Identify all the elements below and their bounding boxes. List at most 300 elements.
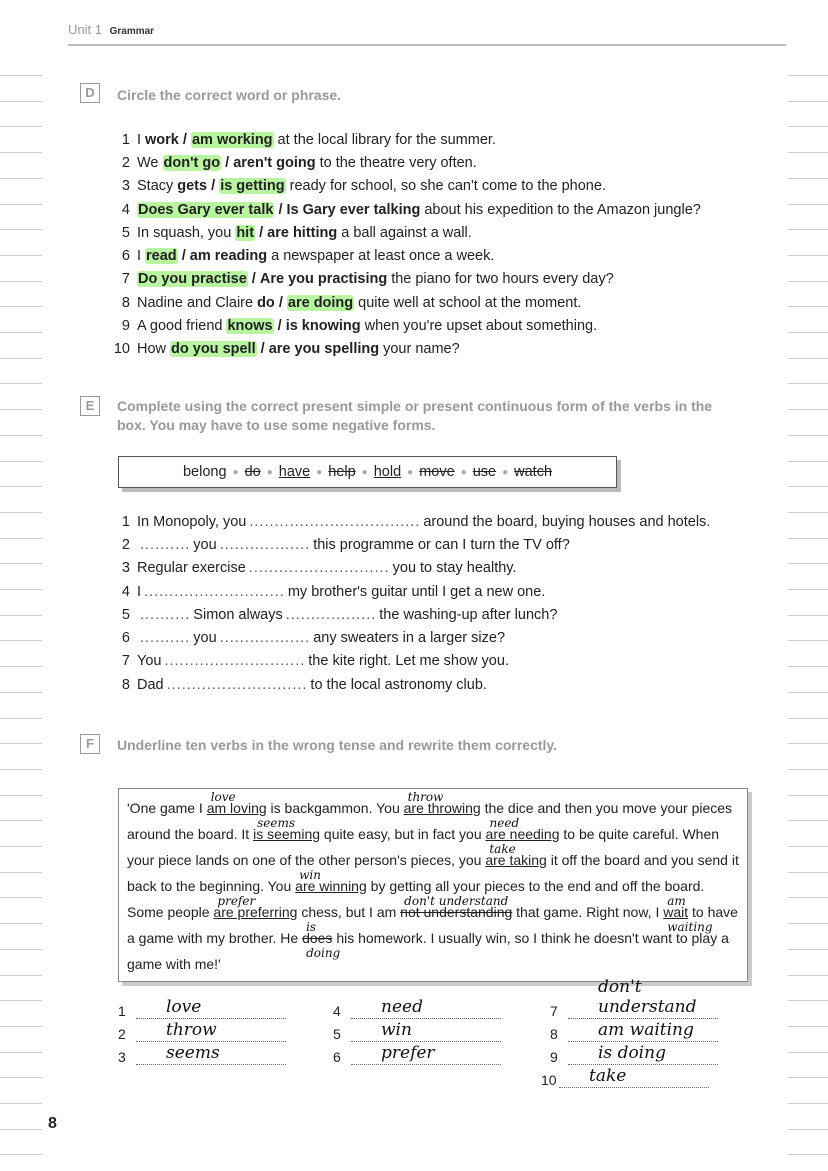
item-text: when you're upset about something. <box>364 318 598 335</box>
exercise-row <box>108 221 768 244</box>
handwritten-answer: seems <box>166 1043 220 1063</box>
bullet-icon: ● <box>460 466 467 478</box>
margin-line <box>0 512 42 513</box>
margin-line <box>0 795 42 796</box>
exercise-row <box>108 128 768 151</box>
blank-field[interactable]: .......... <box>140 536 191 553</box>
margin-line <box>788 692 828 693</box>
wrong-verb-9[interactable] <box>663 894 713 934</box>
wrong-verb-5[interactable] <box>485 842 547 868</box>
answer-number: 8 <box>550 1026 558 1042</box>
margin-line <box>788 1000 828 1001</box>
margin-line <box>0 846 42 847</box>
exercise-row <box>108 557 768 580</box>
margin-line <box>788 486 828 487</box>
wrong-verb-7[interactable] <box>213 894 298 920</box>
verb-7: are preferring <box>213 904 298 920</box>
answer-field[interactable] <box>136 1020 286 1042</box>
margin-line <box>788 872 828 873</box>
answer-row <box>118 1043 286 1065</box>
unit-label: Unit 1 <box>68 22 102 37</box>
item-text: at the local library for the summer. <box>277 131 496 148</box>
correction-1: love <box>210 790 236 804</box>
blank-field[interactable]: ............................ <box>164 653 306 670</box>
passage-text: 'One game I <box>127 800 203 816</box>
margin-line <box>788 563 828 564</box>
item-number: 4 <box>121 583 130 600</box>
margin-line <box>0 615 42 616</box>
blank-field[interactable]: .................. <box>285 606 377 623</box>
section-e-list <box>108 510 768 696</box>
answer-number: 1 <box>118 1003 126 1019</box>
margin-line <box>788 538 828 539</box>
verb-have: have <box>278 464 311 480</box>
margin-line <box>0 769 42 770</box>
margin-line <box>788 383 828 384</box>
item-number: 8 <box>121 676 130 693</box>
passage-text: chess, but I am <box>301 904 397 920</box>
margin-line <box>0 486 42 487</box>
margin-line <box>0 1000 42 1001</box>
item-number: 2 <box>121 154 130 171</box>
margin-line <box>0 383 42 384</box>
item-text: to the local astronomy club. <box>310 676 487 693</box>
item-text: about his expedition to the Amazon jungle? <box>424 201 701 218</box>
verb-use: use <box>472 464 497 480</box>
item-number: 9 <box>121 318 130 335</box>
correction-4: need <box>489 816 520 830</box>
item-text: your name? <box>383 341 460 358</box>
answer-row <box>550 1043 718 1065</box>
wrong-verb-8[interactable] <box>400 894 513 920</box>
margin-line <box>788 306 828 307</box>
item-text: a ball against a wall. <box>341 224 472 241</box>
exercise-row <box>108 244 768 267</box>
verb-belong: belong <box>182 464 227 480</box>
verb-move: move <box>419 464 455 480</box>
margin-line <box>788 743 828 744</box>
option-b[interactable]: is knowing <box>285 318 361 335</box>
item-text: you <box>193 630 217 647</box>
answer-field[interactable] <box>136 1043 286 1065</box>
margin-line <box>0 640 42 641</box>
option-a[interactable]: read <box>146 248 177 265</box>
section-d-list <box>108 128 768 361</box>
margin-line <box>788 332 828 333</box>
page-header <box>68 22 154 37</box>
item-text: I <box>137 131 142 148</box>
item-text: In Monopoly, you <box>137 513 247 530</box>
margin-line <box>0 820 42 821</box>
correction-6: win <box>299 868 321 882</box>
item-number: 5 <box>121 224 130 241</box>
item-text: ready for school, so she can't come to the phone. <box>289 178 606 195</box>
margin-line <box>788 204 828 205</box>
margin-line <box>788 820 828 821</box>
passage-text: it off the board and you send it back to the beginning. You <box>127 852 739 894</box>
option-separator: / <box>178 131 191 148</box>
blank-field[interactable]: .................. <box>219 536 311 553</box>
option-b[interactable]: are doing <box>287 294 354 311</box>
margin-line <box>0 1026 42 1027</box>
handwritten-answer: am waiting <box>598 1020 694 1040</box>
verb-do: do <box>244 464 261 480</box>
verb-3: is seeming <box>253 826 321 842</box>
option-separator: / <box>177 248 190 265</box>
option-a[interactable]: hit <box>236 224 255 241</box>
margin-line <box>788 718 828 719</box>
option-separator: / <box>273 318 286 335</box>
blank-field[interactable]: .......... <box>140 630 191 647</box>
verb-9: wait <box>663 904 689 920</box>
margin-line <box>788 975 828 976</box>
item-number: 7 <box>121 271 130 288</box>
margin-line <box>788 1103 828 1104</box>
option-separator: / <box>274 201 287 218</box>
exercise-row <box>108 510 768 533</box>
right-margin-lines <box>788 0 828 1171</box>
handwritten-answer: take <box>589 1066 627 1086</box>
exercise-row <box>108 268 768 291</box>
exercise-row <box>108 198 768 221</box>
blank-field[interactable]: .......... <box>140 606 191 623</box>
margin-line <box>0 897 42 898</box>
item-text: a newspaper at least once a week. <box>271 248 495 265</box>
topic-label: Grammar <box>109 26 155 37</box>
margin-line <box>788 358 828 359</box>
margin-line <box>0 1129 42 1130</box>
passage-text: that game. Right now, I <box>516 904 660 920</box>
verb-2: are throwing <box>403 800 481 816</box>
item-text: the kite right. Let me show you. <box>308 653 509 670</box>
passage-text: his homework. I usually win, so I think he doesn't want to play a game with me!' <box>127 930 729 972</box>
exercise-row <box>108 314 768 337</box>
item-number: 2 <box>121 536 130 553</box>
answer-row <box>550 1020 718 1042</box>
option-a[interactable]: Do you practise <box>138 271 247 288</box>
blank-field[interactable]: .................. <box>219 630 311 647</box>
item-number: 7 <box>121 653 130 670</box>
margin-line <box>788 640 828 641</box>
handwritten-answer: is doing <box>598 1043 666 1063</box>
exercise-row <box>108 603 768 626</box>
verb-help: help <box>328 464 356 480</box>
option-separator: / <box>221 154 234 171</box>
item-number: 1 <box>121 131 130 148</box>
passage-text: quite easy, but in fact you <box>323 826 482 842</box>
margin-line <box>0 692 42 693</box>
item-number: 4 <box>121 201 130 218</box>
margin-line <box>0 255 42 256</box>
answer-number: 2 <box>118 1026 126 1042</box>
option-separator: / <box>256 341 269 358</box>
margin-line <box>788 1154 828 1155</box>
option-b[interactable]: am reading <box>189 248 268 265</box>
answer-row <box>333 997 501 1019</box>
option-a[interactable]: don't go <box>163 154 221 171</box>
exercise-row <box>108 151 768 174</box>
verb-watch: watch <box>514 464 553 480</box>
bullet-icon: ● <box>316 466 323 478</box>
item-text: any sweaters in a larger size? <box>313 630 506 647</box>
option-a[interactable]: knows <box>227 318 273 335</box>
answer-row <box>118 997 286 1019</box>
blank-field[interactable]: ............................ <box>248 560 390 577</box>
margin-line <box>788 1052 828 1053</box>
item-text: A good friend <box>137 318 223 335</box>
margin-line <box>788 949 828 950</box>
option-a[interactable]: work <box>145 131 179 148</box>
answer-number: 5 <box>333 1026 341 1042</box>
item-text: Dad <box>137 676 164 693</box>
exercise-row <box>108 291 768 314</box>
margin-line <box>788 229 828 230</box>
left-margin-lines <box>0 0 42 1171</box>
margin-line <box>788 846 828 847</box>
correction-5: take <box>489 842 516 856</box>
item-text: Nadine and Claire <box>137 294 254 311</box>
answer-field[interactable] <box>136 997 286 1019</box>
verb-box <box>118 456 617 488</box>
margin-line <box>0 718 42 719</box>
option-b[interactable]: am working <box>191 131 273 148</box>
item-text: to the theatre very often. <box>319 154 477 171</box>
wrong-verb-3[interactable] <box>253 816 321 842</box>
bullet-icon: ● <box>232 466 239 478</box>
margin-line <box>0 101 42 102</box>
option-separator: / <box>255 224 268 241</box>
item-text: around the board, buying houses and hotels. <box>423 513 711 530</box>
item-text: this programme or can I turn the TV off? <box>313 536 570 553</box>
wrong-verb-2[interactable] <box>403 790 481 816</box>
margin-line <box>0 204 42 205</box>
margin-line <box>0 435 42 436</box>
item-number: 6 <box>121 248 130 265</box>
answer-number: 7 <box>550 1003 558 1019</box>
margin-line <box>788 1026 828 1027</box>
correction-2: throw <box>407 790 444 804</box>
handwritten-answer: throw <box>166 1020 217 1040</box>
item-text: quite well at school at the moment. <box>358 294 582 311</box>
answer-field[interactable] <box>568 1043 718 1065</box>
margin-line <box>0 461 42 462</box>
correction-9: am waiting <box>667 894 713 934</box>
correction-8: don't understand <box>404 894 509 908</box>
item-number: 3 <box>121 178 130 195</box>
bullet-icon: ● <box>361 466 368 478</box>
margin-line <box>788 589 828 590</box>
margin-line <box>0 1154 42 1155</box>
answer-row <box>333 1043 501 1065</box>
margin-line <box>0 306 42 307</box>
option-a[interactable]: gets <box>177 178 208 195</box>
margin-line <box>0 949 42 950</box>
margin-line <box>788 75 828 76</box>
passage-text: to be quite careful. When your piece lands on one of the other person's pieces, you <box>127 826 720 868</box>
item-number: 8 <box>121 294 130 311</box>
margin-line <box>788 666 828 667</box>
option-b[interactable]: Are you practising <box>259 271 388 288</box>
margin-line <box>788 897 828 898</box>
item-text: Stacy <box>137 178 174 195</box>
margin-line <box>0 975 42 976</box>
margin-line <box>788 152 828 153</box>
item-number: 1 <box>121 513 130 530</box>
section-f-label: F <box>80 734 100 754</box>
option-separator: / <box>247 271 260 288</box>
margin-line <box>788 795 828 796</box>
option-b[interactable]: aren't going <box>233 154 316 171</box>
margin-line <box>788 435 828 436</box>
answer-field[interactable] <box>351 1020 501 1042</box>
margin-line <box>788 1129 828 1130</box>
margin-line <box>788 461 828 462</box>
passage-box <box>118 788 748 982</box>
margin-line <box>0 872 42 873</box>
item-text: You <box>137 653 162 670</box>
margin-line <box>788 178 828 179</box>
verb-6: are winning <box>295 878 367 894</box>
margin-line <box>0 178 42 179</box>
answer-field[interactable] <box>568 1020 718 1042</box>
blank-field[interactable]: ............................ <box>166 676 308 693</box>
option-b[interactable]: are hitting <box>267 224 338 241</box>
margin-line <box>788 615 828 616</box>
margin-line <box>788 923 828 924</box>
correction-10: is doing <box>306 920 341 960</box>
exercise-row <box>108 673 768 696</box>
margin-line <box>0 152 42 153</box>
item-text: Simon always <box>193 606 283 623</box>
answer-field[interactable] <box>559 1066 709 1088</box>
section-e-label: E <box>80 396 100 416</box>
margin-line <box>0 75 42 76</box>
item-text: the piano for two hours every day? <box>391 271 614 288</box>
passage-text: by getting all your pieces to the end and off the board. Some people <box>127 878 705 920</box>
answer-row <box>333 1020 501 1042</box>
page-number: 8 <box>48 1115 57 1132</box>
item-number: 3 <box>121 560 130 577</box>
option-b[interactable]: are you spelling <box>268 341 380 358</box>
handwritten-answer: love <box>166 997 202 1017</box>
margin-line <box>0 1103 42 1104</box>
answer-number: 9 <box>550 1049 558 1065</box>
answer-row <box>550 977 718 1019</box>
margin-line <box>0 538 42 539</box>
bullet-icon: ● <box>407 466 414 478</box>
correction-3: seems <box>257 816 295 830</box>
item-text: We <box>137 154 159 171</box>
section-f-instruction: Underline ten verbs in the wrong tense and rewrite them correctly. <box>117 737 558 753</box>
item-text: the washing-up after lunch? <box>379 606 558 623</box>
margin-line <box>788 255 828 256</box>
answer-field[interactable] <box>351 997 501 1019</box>
answer-number: 4 <box>333 1003 341 1019</box>
margin-line <box>788 126 828 127</box>
bullet-icon: ● <box>266 466 273 478</box>
margin-line <box>0 332 42 333</box>
item-text: you <box>193 536 217 553</box>
correction-7: prefer <box>217 894 256 908</box>
exercise-row <box>108 533 768 556</box>
passage-text: is backgammon. You <box>270 800 400 816</box>
item-number: 10 <box>113 341 130 358</box>
exercise-row <box>108 175 768 198</box>
answer-row <box>118 1020 286 1042</box>
exercise-row <box>108 338 768 361</box>
option-a[interactable]: Does Gary ever talk <box>138 201 274 218</box>
exercise-row <box>108 650 768 673</box>
header-divider <box>68 44 786 46</box>
passage-text: to have a game with my brother. He <box>127 904 738 946</box>
margin-line <box>0 563 42 564</box>
section-d-label: D <box>80 83 100 103</box>
verb-4: are needing <box>485 826 560 842</box>
bullet-icon: ● <box>502 466 509 478</box>
margin-line <box>0 358 42 359</box>
blank-field[interactable]: .................................. <box>249 513 421 530</box>
section-e-instruction: Complete using the correct present simple or present continuous form of the verbs in the box. You may have to use some negative forms. <box>117 398 713 433</box>
margin-line <box>0 409 42 410</box>
margin-line <box>0 1052 42 1053</box>
wrong-verb-10[interactable] <box>302 920 341 960</box>
item-text: you to stay healthy. <box>392 560 517 577</box>
handwritten-answer: don't understand <box>598 977 697 1017</box>
wrong-verb-6[interactable] <box>295 868 367 894</box>
blank-field[interactable]: ............................ <box>144 583 285 600</box>
answer-row <box>541 1066 709 1088</box>
option-a[interactable]: do <box>257 294 275 311</box>
handwritten-answer: need <box>381 997 423 1017</box>
margin-line <box>0 1077 42 1078</box>
item-text: my brother's guitar until I get a new one. <box>287 583 546 600</box>
passage-text: the dice and then you move your pieces around the board. It <box>127 800 733 842</box>
margin-line <box>0 923 42 924</box>
margin-line <box>788 512 828 513</box>
verb-1: am loving <box>206 800 267 816</box>
margin-line <box>788 769 828 770</box>
verb-8: not understanding <box>400 904 513 920</box>
item-text: In squash, you <box>137 224 232 241</box>
margin-line <box>0 589 42 590</box>
margin-line <box>0 281 42 282</box>
handwritten-answer: prefer <box>381 1043 435 1063</box>
margin-line <box>788 281 828 282</box>
option-a[interactable]: do you spell <box>171 341 256 358</box>
item-text: How <box>137 341 167 358</box>
item-text: I <box>137 583 142 600</box>
section-d-instruction: Circle the correct word or phrase. <box>117 87 342 103</box>
exercise-row <box>108 580 768 603</box>
answer-field[interactable] <box>568 977 718 1019</box>
margin-line <box>788 1077 828 1078</box>
margin-line <box>0 229 42 230</box>
margin-line <box>788 101 828 102</box>
option-b[interactable]: is getting <box>220 178 285 195</box>
margin-line <box>788 409 828 410</box>
item-number: 6 <box>121 630 130 647</box>
exercise-row <box>108 626 768 649</box>
margin-line <box>0 126 42 127</box>
answer-number: 6 <box>333 1049 341 1065</box>
answer-number: 10 <box>541 1072 557 1088</box>
option-b[interactable]: Is Gary ever talking <box>286 201 421 218</box>
item-text: I <box>137 248 142 265</box>
handwritten-answer: win <box>381 1020 412 1040</box>
answer-field[interactable] <box>351 1043 501 1065</box>
margin-line <box>0 743 42 744</box>
option-separator: / <box>274 294 287 311</box>
